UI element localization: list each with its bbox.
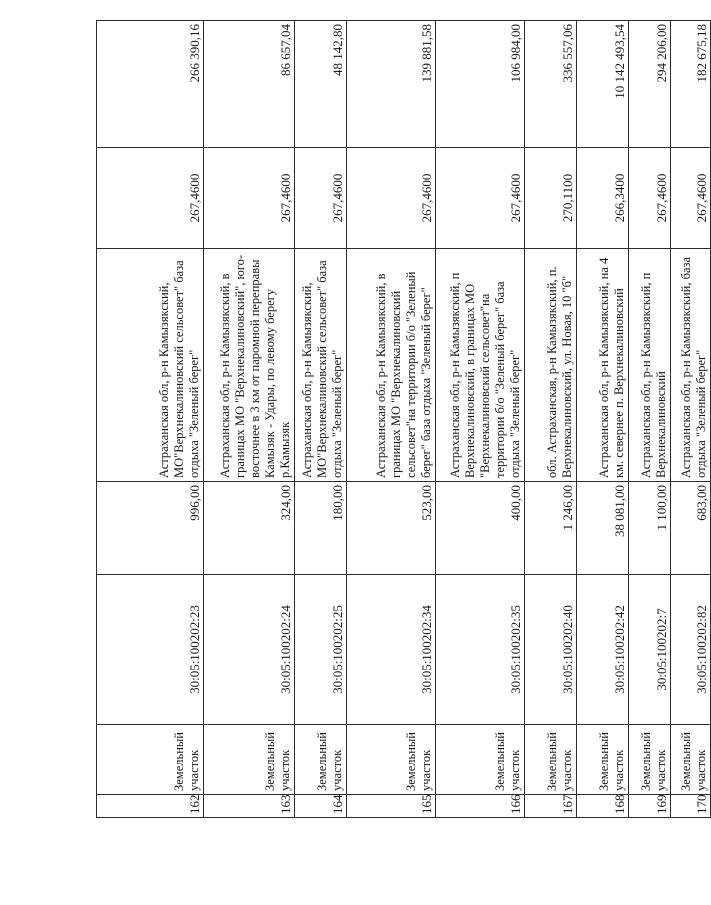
address-cell: Астраханская обл, р-н Камызякский, база отдыха "Зеленый берег" bbox=[671, 249, 711, 482]
cadastral-number-cell: 30:05:100202:35 bbox=[436, 575, 525, 725]
table-row bbox=[295, 21, 347, 818]
cost-cell: 182 675,18 bbox=[671, 21, 711, 148]
object-type-cell: Земельный участок bbox=[525, 725, 577, 795]
rate-cell: 267,4600 bbox=[295, 148, 347, 249]
cadastral-number-cell: 30:05:100202:34 bbox=[347, 575, 436, 725]
object-type-cell: Земельный участок bbox=[671, 725, 711, 795]
cost-cell: 266 390,16 bbox=[97, 21, 204, 148]
table-row bbox=[577, 21, 629, 818]
row-number-cell: 170 bbox=[671, 795, 711, 818]
area-cell: 683,00 bbox=[671, 482, 711, 575]
table-row bbox=[347, 21, 436, 818]
area-cell: 1 246,00 bbox=[525, 482, 577, 575]
cost-cell: 48 142,80 bbox=[295, 21, 347, 148]
table-row bbox=[629, 21, 671, 818]
rate-cell: 267,4600 bbox=[436, 148, 525, 249]
row-number-cell: 162 bbox=[97, 795, 204, 818]
address-cell: Астраханская обл, р-н Камызякский, на 4 км. севернее п. Верхнекалиновский bbox=[577, 249, 629, 482]
rate-cell: 267,4600 bbox=[204, 148, 295, 249]
row-number-cell: 163 bbox=[204, 795, 295, 818]
row-number-cell: 165 bbox=[347, 795, 436, 818]
cadastral-number-cell: 30:05:100202:23 bbox=[97, 575, 204, 725]
rate-cell: 266,3400 bbox=[577, 148, 629, 249]
object-type-cell: Земельный участок bbox=[436, 725, 525, 795]
address-cell: Астраханская обл, р-н Камызякский, в границах МО "Верхнекалиновский сельсовет"на территории б/о "Зеленый берег" база отдыха "Зеленый берег" bbox=[347, 249, 436, 482]
rate-cell: 267,4600 bbox=[671, 148, 711, 249]
area-cell: 523,00 bbox=[347, 482, 436, 575]
address-cell: Астраханская обл, р-н Камызякский, МО"Верхнекалиновский сельсовет" база отдыха "Зеленый берег" bbox=[97, 249, 204, 482]
land-plot-table bbox=[96, 20, 711, 818]
area-cell: 38 081,00 bbox=[577, 482, 629, 575]
rate-cell: 267,4600 bbox=[97, 148, 204, 249]
cost-cell: 294 206,00 bbox=[629, 21, 671, 148]
table-row bbox=[204, 21, 295, 818]
object-type-cell: Земельный участок bbox=[629, 725, 671, 795]
address-cell: Астраханская обл, р-н Камызякский, п Верхнекалиновский bbox=[629, 249, 671, 482]
rate-cell: 267,4600 bbox=[629, 148, 671, 249]
object-type-cell: Земельный участок bbox=[577, 725, 629, 795]
area-cell: 996,00 bbox=[97, 482, 204, 575]
area-cell: 180,00 bbox=[295, 482, 347, 575]
object-type-cell: Земельный участок bbox=[347, 725, 436, 795]
row-number-cell: 167 bbox=[525, 795, 577, 818]
table-body bbox=[97, 21, 711, 818]
cost-cell: 139 881,58 bbox=[347, 21, 436, 148]
cost-cell: 86 657,04 bbox=[204, 21, 295, 148]
address-cell: обл. Астраханская, р-н Камызякский, п. Верхнекалиновский, ул. Новая, 10 "б" bbox=[525, 249, 577, 482]
cadastral-number-cell: 30:05:100202:7 bbox=[629, 575, 671, 725]
cadastral-number-cell: 30:05:100202:25 bbox=[295, 575, 347, 725]
cost-cell: 10 142 493,54 bbox=[577, 21, 629, 148]
cadastral-number-cell: 30:05:100202:40 bbox=[525, 575, 577, 725]
cadastral-number-cell: 30:05:100202:82 bbox=[671, 575, 711, 725]
table-row bbox=[436, 21, 525, 818]
row-number-cell: 164 bbox=[295, 795, 347, 818]
object-type-cell: Земельный участок bbox=[97, 725, 204, 795]
area-cell: 1 100,00 bbox=[629, 482, 671, 575]
row-number-cell: 168 bbox=[577, 795, 629, 818]
address-cell: Астраханская обл, р-н Камызякский, п Верхнекалиновский, в границах МО "Верхнекалиновский сельсовет"на территории б/о "Зеленый берег" база отдыха "Зеленый берег" bbox=[436, 249, 525, 482]
object-type-cell: Земельный участок bbox=[295, 725, 347, 795]
area-cell: 324,00 bbox=[204, 482, 295, 575]
rate-cell: 267,4600 bbox=[347, 148, 436, 249]
row-number-cell: 169 bbox=[629, 795, 671, 818]
area-cell: 400,00 bbox=[436, 482, 525, 575]
row-number-cell: 166 bbox=[436, 795, 525, 818]
rate-cell: 270,1100 bbox=[525, 148, 577, 249]
cost-cell: 336 557,06 bbox=[525, 21, 577, 148]
table-row bbox=[97, 21, 204, 818]
cadastral-number-cell: 30:05:100202:42 bbox=[577, 575, 629, 725]
table-row bbox=[525, 21, 577, 818]
address-cell: Астраханская обл, р-н Камызякский, МО"Верхнекалиновский сельсовет" база отдыха "Зеленый берег" bbox=[295, 249, 347, 482]
cadastral-number-cell: 30:05:100202:24 bbox=[204, 575, 295, 725]
cost-cell: 106 984,00 bbox=[436, 21, 525, 148]
object-type-cell: Земельный участок bbox=[204, 725, 295, 795]
address-cell: Астраханская обл, р-н Камызякский, в границах МО "Верхнекалиновский", юго-восточнее в 3 км от паромной переправы Камызяк - Удары, по левому берегу р.Камызяк bbox=[204, 249, 295, 482]
table-row bbox=[671, 21, 711, 818]
